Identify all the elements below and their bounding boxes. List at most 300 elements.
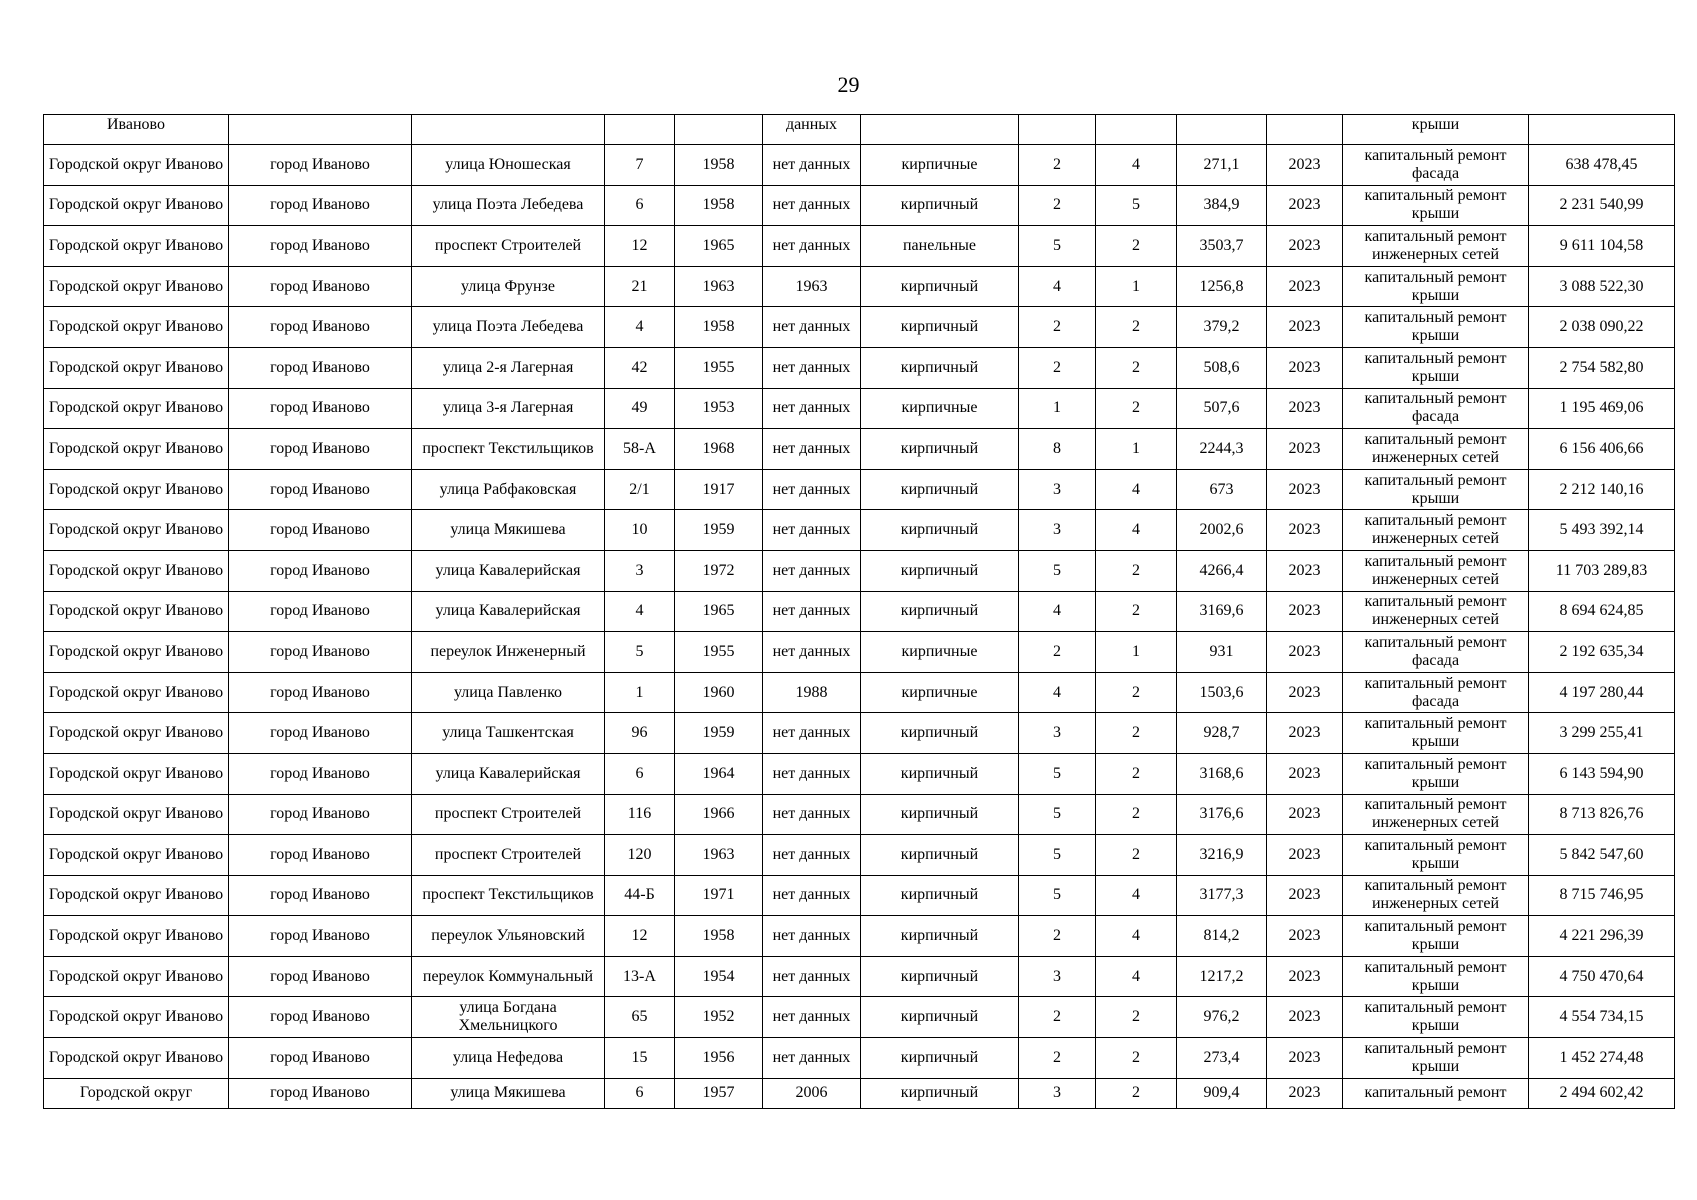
cell-house-number: 4 — [605, 591, 675, 632]
cell-municipality: Городской округ Иваново — [44, 794, 229, 835]
cell-street: улица Мякишева — [412, 1078, 605, 1108]
cell-wall-material: кирпичный — [861, 550, 1019, 591]
cell-cost: 4 221 296,39 — [1529, 916, 1675, 957]
cell-entrances: 1 — [1096, 632, 1177, 673]
cell-cost: 1 195 469,06 — [1529, 388, 1675, 429]
cell-cost: 2 754 582,80 — [1529, 347, 1675, 388]
cell-wall-material: кирпичный — [861, 835, 1019, 876]
cell-plan-year: 2023 — [1267, 835, 1343, 876]
cell-build-year: 1956 — [675, 1038, 763, 1079]
cell-wall-material: кирпичный — [861, 875, 1019, 916]
cell-settlement — [229, 115, 412, 145]
cell-cost: 2 192 635,34 — [1529, 632, 1675, 673]
table-row — [44, 550, 1675, 591]
cell-floors: 2 — [1019, 632, 1096, 673]
cell-plan-year: 2023 — [1267, 956, 1343, 997]
cell-house-number: 5 — [605, 632, 675, 673]
cell-entrances: 5 — [1096, 185, 1177, 226]
cell-entrances: 2 — [1096, 388, 1177, 429]
cell-settlement: город Иваново — [229, 266, 412, 307]
cell-plan-year: 2023 — [1267, 145, 1343, 186]
cell-plan-year: 2023 — [1267, 916, 1343, 957]
cell-plan-year: 2023 — [1267, 429, 1343, 470]
table-row — [44, 753, 1675, 794]
cell-wall-material: кирпичный — [861, 753, 1019, 794]
cell-wall-material: панельные — [861, 226, 1019, 267]
cell-work-type: капитальный ремонт инженерных сетей — [1343, 510, 1529, 551]
cell-house-number: 2/1 — [605, 469, 675, 510]
cell-wall-material: кирпичный — [861, 347, 1019, 388]
cell-work-type: капитальный ремонт крыши — [1343, 307, 1529, 348]
cell-cost: 4 750 470,64 — [1529, 956, 1675, 997]
cell-work-type: капитальный ремонт инженерных сетей — [1343, 875, 1529, 916]
cell-municipality: Иваново — [44, 115, 229, 145]
cell-cost: 2 231 540,99 — [1529, 185, 1675, 226]
cell-plan-year: 2023 — [1267, 469, 1343, 510]
cell-work-type: капитальный ремонт крыши — [1343, 266, 1529, 307]
table-row — [44, 388, 1675, 429]
cell-entrances: 1 — [1096, 429, 1177, 470]
cell-house-number: 10 — [605, 510, 675, 551]
cell-area: 3176,6 — [1177, 794, 1267, 835]
cell-reconstruction-year: нет данных — [763, 307, 861, 348]
cell-reconstruction-year: нет данных — [763, 469, 861, 510]
cell-build-year: 1960 — [675, 672, 763, 713]
cell-street: улица Богдана Хмельницкого — [412, 997, 605, 1038]
cell-work-type: капитальный ремонт фасада — [1343, 632, 1529, 673]
cell-floors: 2 — [1019, 185, 1096, 226]
cell-entrances: 4 — [1096, 875, 1177, 916]
cell-build-year: 1958 — [675, 185, 763, 226]
cell-floors: 4 — [1019, 672, 1096, 713]
cell-area: 271,1 — [1177, 145, 1267, 186]
cell-build-year: 1959 — [675, 510, 763, 551]
cell-work-type: крыши — [1343, 115, 1529, 145]
cell-municipality: Городской округ Иваново — [44, 632, 229, 673]
cell-street: улица Юношеская — [412, 145, 605, 186]
table-row — [44, 266, 1675, 307]
cell-plan-year: 2023 — [1267, 307, 1343, 348]
cell-street: улица Кавалерийская — [412, 550, 605, 591]
cell-settlement: город Иваново — [229, 956, 412, 997]
cell-municipality: Городской округ Иваново — [44, 1038, 229, 1079]
cell-build-year: 1958 — [675, 307, 763, 348]
cell-settlement: город Иваново — [229, 916, 412, 957]
cell-wall-material: кирпичный — [861, 956, 1019, 997]
table-row — [44, 226, 1675, 267]
cell-reconstruction-year: 1988 — [763, 672, 861, 713]
cell-area: 976,2 — [1177, 997, 1267, 1038]
cell-wall-material: кирпичный — [861, 185, 1019, 226]
cell-area: 3169,6 — [1177, 591, 1267, 632]
cell-build-year: 1966 — [675, 794, 763, 835]
cell-area: 4266,4 — [1177, 550, 1267, 591]
cell-wall-material: кирпичный — [861, 510, 1019, 551]
table-row — [44, 794, 1675, 835]
cell-area — [1177, 115, 1267, 145]
cell-cost: 11 703 289,83 — [1529, 550, 1675, 591]
cell-entrances: 2 — [1096, 1078, 1177, 1108]
cell-floors: 4 — [1019, 266, 1096, 307]
cell-cost: 2 038 090,22 — [1529, 307, 1675, 348]
cell-municipality: Городской округ Иваново — [44, 510, 229, 551]
cell-entrances: 2 — [1096, 550, 1177, 591]
cell-entrances: 4 — [1096, 469, 1177, 510]
cell-build-year: 1952 — [675, 997, 763, 1038]
cell-build-year: 1917 — [675, 469, 763, 510]
table-row — [44, 307, 1675, 348]
cell-house-number: 65 — [605, 997, 675, 1038]
cell-floors: 3 — [1019, 956, 1096, 997]
cell-wall-material: кирпичный — [861, 997, 1019, 1038]
cell-settlement: город Иваново — [229, 469, 412, 510]
cell-floors: 3 — [1019, 713, 1096, 754]
cell-reconstruction-year: нет данных — [763, 1038, 861, 1079]
cell-area: 379,2 — [1177, 307, 1267, 348]
cell-cost: 8 694 624,85 — [1529, 591, 1675, 632]
cell-street — [412, 115, 605, 145]
cell-entrances: 4 — [1096, 145, 1177, 186]
cell-house-number: 15 — [605, 1038, 675, 1079]
table-row — [44, 510, 1675, 551]
cell-floors: 3 — [1019, 1078, 1096, 1108]
cell-reconstruction-year: нет данных — [763, 835, 861, 876]
cell-cost — [1529, 115, 1675, 145]
cell-reconstruction-year: нет данных — [763, 753, 861, 794]
table-row — [44, 672, 1675, 713]
cell-wall-material: кирпичные — [861, 632, 1019, 673]
cell-reconstruction-year: нет данных — [763, 145, 861, 186]
cell-reconstruction-year: 1963 — [763, 266, 861, 307]
cell-area: 273,4 — [1177, 1038, 1267, 1079]
cell-wall-material: кирпичный — [861, 1078, 1019, 1108]
table-row — [44, 956, 1675, 997]
table-row — [44, 713, 1675, 754]
housing-registry-table — [43, 114, 1675, 1109]
cell-area: 3503,7 — [1177, 226, 1267, 267]
cell-municipality: Городской округ Иваново — [44, 753, 229, 794]
cell-wall-material: кирпичный — [861, 469, 1019, 510]
cell-work-type: капитальный ремонт — [1343, 1078, 1529, 1108]
cell-cost: 1 452 274,48 — [1529, 1038, 1675, 1079]
cell-wall-material: кирпичные — [861, 388, 1019, 429]
cell-house-number — [605, 115, 675, 145]
cell-street: улица 2-я Лагерная — [412, 347, 605, 388]
cell-house-number: 1 — [605, 672, 675, 713]
cell-reconstruction-year: нет данных — [763, 550, 861, 591]
cell-plan-year: 2023 — [1267, 875, 1343, 916]
cell-entrances: 2 — [1096, 672, 1177, 713]
cell-house-number: 3 — [605, 550, 675, 591]
cell-area: 507,6 — [1177, 388, 1267, 429]
cell-street: проспект Текстильщиков — [412, 875, 605, 916]
cell-build-year: 1958 — [675, 916, 763, 957]
cell-floors: 3 — [1019, 469, 1096, 510]
cell-work-type: капитальный ремонт крыши — [1343, 753, 1529, 794]
cell-reconstruction-year: нет данных — [763, 956, 861, 997]
cell-work-type: капитальный ремонт крыши — [1343, 997, 1529, 1038]
cell-municipality: Городской округ Иваново — [44, 916, 229, 957]
cell-area: 3177,3 — [1177, 875, 1267, 916]
cell-plan-year: 2023 — [1267, 591, 1343, 632]
cell-municipality: Городской округ Иваново — [44, 307, 229, 348]
table-row — [44, 145, 1675, 186]
cell-reconstruction-year: данных — [763, 115, 861, 145]
cell-reconstruction-year: 2006 — [763, 1078, 861, 1108]
cell-settlement: город Иваново — [229, 997, 412, 1038]
cell-settlement: город Иваново — [229, 347, 412, 388]
cell-house-number: 49 — [605, 388, 675, 429]
cell-build-year: 1963 — [675, 835, 763, 876]
cell-municipality: Городской округ Иваново — [44, 347, 229, 388]
cell-build-year: 1963 — [675, 266, 763, 307]
cell-work-type: капитальный ремонт крыши — [1343, 835, 1529, 876]
cell-area: 1256,8 — [1177, 266, 1267, 307]
cell-work-type: капитальный ремонт крыши — [1343, 956, 1529, 997]
cell-entrances: 2 — [1096, 591, 1177, 632]
cell-area: 928,7 — [1177, 713, 1267, 754]
cell-build-year: 1964 — [675, 753, 763, 794]
cell-reconstruction-year: нет данных — [763, 997, 861, 1038]
table-row — [44, 835, 1675, 876]
table-row — [44, 469, 1675, 510]
cell-settlement: город Иваново — [229, 591, 412, 632]
cell-settlement: город Иваново — [229, 875, 412, 916]
cell-settlement: город Иваново — [229, 226, 412, 267]
table-row — [44, 591, 1675, 632]
cell-floors: 2 — [1019, 145, 1096, 186]
cell-build-year: 1959 — [675, 713, 763, 754]
cell-area: 1503,6 — [1177, 672, 1267, 713]
cell-entrances: 2 — [1096, 753, 1177, 794]
cell-plan-year: 2023 — [1267, 1038, 1343, 1079]
cell-municipality: Городской округ Иваново — [44, 145, 229, 186]
cell-reconstruction-year: нет данных — [763, 429, 861, 470]
cell-wall-material: кирпичный — [861, 429, 1019, 470]
cell-street: проспект Строителей — [412, 794, 605, 835]
cell-area: 909,4 — [1177, 1078, 1267, 1108]
cell-entrances: 2 — [1096, 794, 1177, 835]
cell-floors: 5 — [1019, 875, 1096, 916]
cell-floors: 8 — [1019, 429, 1096, 470]
cell-build-year: 1957 — [675, 1078, 763, 1108]
cell-entrances: 1 — [1096, 266, 1177, 307]
cell-work-type: капитальный ремонт инженерных сетей — [1343, 226, 1529, 267]
cell-plan-year: 2023 — [1267, 672, 1343, 713]
cell-municipality: Городской округ Иваново — [44, 713, 229, 754]
cell-build-year: 1958 — [675, 145, 763, 186]
cell-street: улица 3-я Лагерная — [412, 388, 605, 429]
cell-street: улица Кавалерийская — [412, 591, 605, 632]
cell-reconstruction-year: нет данных — [763, 347, 861, 388]
cell-entrances: 4 — [1096, 916, 1177, 957]
cell-house-number: 58-А — [605, 429, 675, 470]
cell-area: 3168,6 — [1177, 753, 1267, 794]
cell-area: 508,6 — [1177, 347, 1267, 388]
cell-area: 673 — [1177, 469, 1267, 510]
cell-municipality: Городской округ Иваново — [44, 956, 229, 997]
cell-reconstruction-year: нет данных — [763, 510, 861, 551]
cell-wall-material: кирпичный — [861, 713, 1019, 754]
cell-plan-year: 2023 — [1267, 388, 1343, 429]
cell-settlement: город Иваново — [229, 632, 412, 673]
cell-settlement: город Иваново — [229, 672, 412, 713]
cell-street: улица Кавалерийская — [412, 753, 605, 794]
cell-plan-year: 2023 — [1267, 185, 1343, 226]
cell-house-number: 116 — [605, 794, 675, 835]
cell-reconstruction-year: нет данных — [763, 591, 861, 632]
cell-municipality: Городской округ — [44, 1078, 229, 1108]
cell-work-type: капитальный ремонт крыши — [1343, 469, 1529, 510]
cell-wall-material — [861, 115, 1019, 145]
cell-work-type: капитальный ремонт крыши — [1343, 1038, 1529, 1079]
cell-entrances: 2 — [1096, 347, 1177, 388]
cell-reconstruction-year: нет данных — [763, 185, 861, 226]
cell-settlement: город Иваново — [229, 1078, 412, 1108]
cell-floors: 5 — [1019, 835, 1096, 876]
cell-street: улица Павленко — [412, 672, 605, 713]
cell-floors — [1019, 115, 1096, 145]
cell-street: переулок Инженерный — [412, 632, 605, 673]
cell-build-year: 1954 — [675, 956, 763, 997]
table-row — [44, 347, 1675, 388]
cell-floors: 2 — [1019, 997, 1096, 1038]
cell-work-type: капитальный ремонт крыши — [1343, 916, 1529, 957]
cell-settlement: город Иваново — [229, 1038, 412, 1079]
cell-municipality: Городской округ Иваново — [44, 226, 229, 267]
cell-area: 814,2 — [1177, 916, 1267, 957]
cell-cost: 8 713 826,76 — [1529, 794, 1675, 835]
cell-area: 2002,6 — [1177, 510, 1267, 551]
cell-reconstruction-year: нет данных — [763, 388, 861, 429]
cell-house-number: 12 — [605, 226, 675, 267]
cell-area: 1217,2 — [1177, 956, 1267, 997]
cell-house-number: 13-А — [605, 956, 675, 997]
cell-municipality: Городской округ Иваново — [44, 672, 229, 713]
cell-build-year: 1971 — [675, 875, 763, 916]
cell-wall-material: кирпичный — [861, 307, 1019, 348]
cell-entrances: 2 — [1096, 1038, 1177, 1079]
cell-house-number: 4 — [605, 307, 675, 348]
cell-plan-year: 2023 — [1267, 713, 1343, 754]
table-row-continued — [44, 115, 1675, 145]
cell-entrances: 2 — [1096, 835, 1177, 876]
cell-wall-material: кирпичные — [861, 145, 1019, 186]
cell-floors: 2 — [1019, 347, 1096, 388]
cell-area: 931 — [1177, 632, 1267, 673]
cell-municipality: Городской округ Иваново — [44, 185, 229, 226]
table-row — [44, 429, 1675, 470]
cell-house-number: 6 — [605, 753, 675, 794]
cell-work-type: капитальный ремонт фасада — [1343, 672, 1529, 713]
cell-floors: 2 — [1019, 307, 1096, 348]
cell-house-number: 6 — [605, 1078, 675, 1108]
cell-settlement: город Иваново — [229, 307, 412, 348]
cell-municipality: Городской округ Иваново — [44, 835, 229, 876]
cell-cost: 2 212 140,16 — [1529, 469, 1675, 510]
cell-settlement: город Иваново — [229, 794, 412, 835]
cell-street: переулок Коммунальный — [412, 956, 605, 997]
cell-street: улица Поэта Лебедева — [412, 307, 605, 348]
cell-street: проспект Текстильщиков — [412, 429, 605, 470]
cell-house-number: 42 — [605, 347, 675, 388]
cell-build-year: 1955 — [675, 632, 763, 673]
page-number: 29 — [837, 72, 860, 97]
cell-settlement: город Иваново — [229, 185, 412, 226]
cell-reconstruction-year: нет данных — [763, 713, 861, 754]
cell-municipality: Городской округ Иваново — [44, 266, 229, 307]
cell-settlement: город Иваново — [229, 835, 412, 876]
cell-street: проспект Строителей — [412, 226, 605, 267]
cell-entrances: 4 — [1096, 510, 1177, 551]
cell-settlement: город Иваново — [229, 429, 412, 470]
cell-cost: 2 494 602,42 — [1529, 1078, 1675, 1108]
cell-floors: 1 — [1019, 388, 1096, 429]
cell-street: улица Мякишева — [412, 510, 605, 551]
cell-house-number: 96 — [605, 713, 675, 754]
cell-street: улица Ташкентская — [412, 713, 605, 754]
cell-build-year: 1965 — [675, 591, 763, 632]
cell-build-year: 1968 — [675, 429, 763, 470]
table-row — [44, 1038, 1675, 1079]
cell-wall-material: кирпичные — [861, 672, 1019, 713]
table-row — [44, 185, 1675, 226]
cell-wall-material: кирпичный — [861, 266, 1019, 307]
cell-work-type: капитальный ремонт крыши — [1343, 713, 1529, 754]
cell-floors: 5 — [1019, 550, 1096, 591]
cell-house-number: 7 — [605, 145, 675, 186]
cell-build-year: 1955 — [675, 347, 763, 388]
cell-floors: 3 — [1019, 510, 1096, 551]
cell-street: улица Фрунзе — [412, 266, 605, 307]
cell-entrances: 2 — [1096, 307, 1177, 348]
cell-street: улица Рабфаковская — [412, 469, 605, 510]
cell-work-type: капитальный ремонт крыши — [1343, 347, 1529, 388]
cell-plan-year: 2023 — [1267, 997, 1343, 1038]
cell-plan-year: 2023 — [1267, 753, 1343, 794]
cell-plan-year: 2023 — [1267, 510, 1343, 551]
table-row — [44, 916, 1675, 957]
cell-plan-year: 2023 — [1267, 632, 1343, 673]
cell-municipality: Городской округ Иваново — [44, 550, 229, 591]
cell-work-type: капитальный ремонт инженерных сетей — [1343, 794, 1529, 835]
cell-build-year: 1953 — [675, 388, 763, 429]
cell-build-year: 1972 — [675, 550, 763, 591]
cell-street: улица Нефедова — [412, 1038, 605, 1079]
cell-cost: 6 156 406,66 — [1529, 429, 1675, 470]
cell-work-type: капитальный ремонт фасада — [1343, 388, 1529, 429]
cell-entrances — [1096, 115, 1177, 145]
cell-cost: 8 715 746,95 — [1529, 875, 1675, 916]
cell-cost: 3 299 255,41 — [1529, 713, 1675, 754]
cell-municipality: Городской округ Иваново — [44, 429, 229, 470]
cell-plan-year: 2023 — [1267, 266, 1343, 307]
cell-work-type: капитальный ремонт фасада — [1343, 145, 1529, 186]
cell-entrances: 2 — [1096, 226, 1177, 267]
table-row — [44, 632, 1675, 673]
cell-house-number: 120 — [605, 835, 675, 876]
cell-work-type: капитальный ремонт инженерных сетей — [1343, 591, 1529, 632]
cell-plan-year: 2023 — [1267, 1078, 1343, 1108]
table-row — [44, 875, 1675, 916]
cell-entrances: 2 — [1096, 997, 1177, 1038]
cell-settlement: город Иваново — [229, 713, 412, 754]
cell-reconstruction-year: нет данных — [763, 794, 861, 835]
cell-settlement: город Иваново — [229, 510, 412, 551]
cell-settlement: город Иваново — [229, 145, 412, 186]
cell-area: 384,9 — [1177, 185, 1267, 226]
cell-plan-year: 2023 — [1267, 550, 1343, 591]
